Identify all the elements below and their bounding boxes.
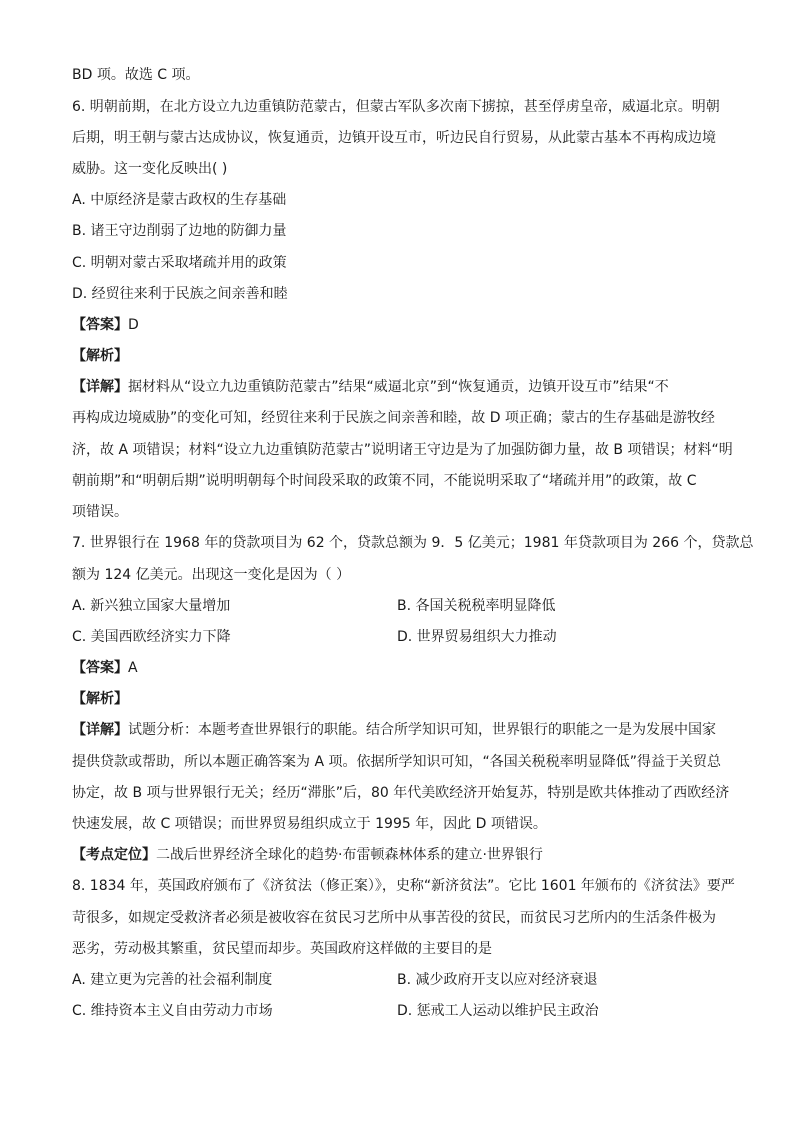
q8-stem-line-2: 苛很多，如规定受救济者必须是被收容在贫民习艺所中从事苦役的贫民，而贫民习艺所内的生活条件极为 <box>72 910 716 926</box>
q7-detail-line-4: 快速发展，故 C 项错误；而世界贸易组织成立于 1995 年，因此 D 项错误。 <box>72 816 547 832</box>
answer-tag: 【答案】 <box>72 660 128 676</box>
q6-detail-line-5: 项错误。 <box>72 504 128 520</box>
q7-stem-line-2: 额为 124 亿美元。出现这一变化是因为（ ） <box>72 567 351 583</box>
answer-value: D <box>128 317 139 333</box>
q8-option-c: C. 维持资本主义自由劳动力市场 <box>72 1003 273 1019</box>
q6-detail-line-4: 朝前期”和“明朝后期”说明明朝每个时间段采取的政策不同，不能说明采取了“堵疏并用”的政策，故 C <box>72 473 697 489</box>
q8-option-a: A. 建立更为完善的社会福利制度 <box>72 972 273 988</box>
q6-detail-line-1: 【详解】据材料从“设立九边重镇防范蒙古”结果“威逼北京”到“恢复通贡，边镇开设互市”结果“不 <box>72 379 669 395</box>
q7-detail-line-3: 协定，故 B 项与世界银行无关；经历“滞胀”后，80 年代美欧经济开始复苏，特别是欧共体推动了西欧经济 <box>72 785 730 801</box>
q7-point: 【考点定位】二战后世界经济全球化的趋势·布雷顿森林体系的建立·世界银行 <box>72 847 543 863</box>
answer-tag: 【答案】 <box>72 317 128 333</box>
q7-option-c: C. 美国西欧经济实力下降 <box>72 629 231 645</box>
q8-option-d: D. 惩戒工人运动以维护民主政治 <box>397 1003 599 1019</box>
q6-option-a: A. 中原经济是蒙古政权的生存基础 <box>72 192 287 208</box>
q8-stem-line-1: 8. 1834 年，英国政府颁布了《济贫法（修正案）》，史称“新济贫法”。它比 1601 年颁布的《济贫法》要严 <box>72 878 735 894</box>
q7-stem-line-1: 7. 世界银行在 1968 年的贷款项目为 62 个，贷款总额为 9．5 亿美元；1981 年贷款项目为 266 个，贷款总 <box>72 535 754 551</box>
q7-answer <box>72 658 138 678</box>
q6-option-c: C. 明朝对蒙古采取堵疏并用的政策 <box>72 255 287 271</box>
q6-stem-line-3: 威胁。这一变化反映出( ) <box>72 161 228 177</box>
point-tag: 【考点定位】 <box>72 847 156 863</box>
q6-analysis-tag: 【解析】 <box>72 348 128 364</box>
detail-tag: 【详解】 <box>72 722 128 738</box>
q7-detail-line-2: 提供贷款或帮助，所以本题正确答案为 A 项。依据所学知识可知，“各国关税税率明显降低”得益于关贸总 <box>72 754 721 770</box>
q7-option-b: B. 各国关税税率明显降低 <box>397 598 556 614</box>
q6-option-d: D. 经贸往来利于民族之间亲善和睦 <box>72 286 288 302</box>
q6-detail-line-3: 济，故 A 项错误；材料“设立九边重镇防范蒙古”说明诸王守边是为了加强防御力量，故 B 项错误；材料“明 <box>72 442 733 458</box>
q6-option-b: B. 诸王守边削弱了边地的防御力量 <box>72 223 287 239</box>
q6-stem-line-2: 后期，明王朝与蒙古达成协议，恢复通贡，边镇开设互市，听边民自行贸易，从此蒙古基本不再构成边境 <box>72 130 716 146</box>
q6-stem-line-1: 6. 明朝前期，在北方设立九边重镇防范蒙古，但蒙古军队多次南下掳掠，甚至俘虏皇帝，威逼北京。明朝 <box>72 99 720 115</box>
answer-value: A <box>128 660 138 676</box>
q7-option-d: D. 世界贸易组织大力推动 <box>397 629 557 645</box>
q8-stem-line-3: 恶劣，劳动极其繁重，贫民望而却步。英国政府这样做的主要目的是 <box>72 941 492 957</box>
q6-detail-line-2: 再构成边境威胁”的变化可知，经贸往来利于民族之间亲善和睦，故 D 项正确；蒙古的生存基础是游牧经 <box>72 410 715 426</box>
q7-option-a: A. 新兴独立国家大量增加 <box>72 598 231 614</box>
q7-analysis-tag: 【解析】 <box>72 691 128 707</box>
q8-option-b: B. 减少政府开支以应对经济衰退 <box>397 972 598 988</box>
q6-answer <box>72 315 139 335</box>
q7-detail-line-1: 【详解】试题分析：本题考查世界银行的职能。结合所学知识可知，世界银行的职能之一是为发展中国家 <box>72 722 716 738</box>
detail-tag: 【详解】 <box>72 379 128 395</box>
q5-tail: BD 项。故选 C 项。 <box>72 67 200 83</box>
